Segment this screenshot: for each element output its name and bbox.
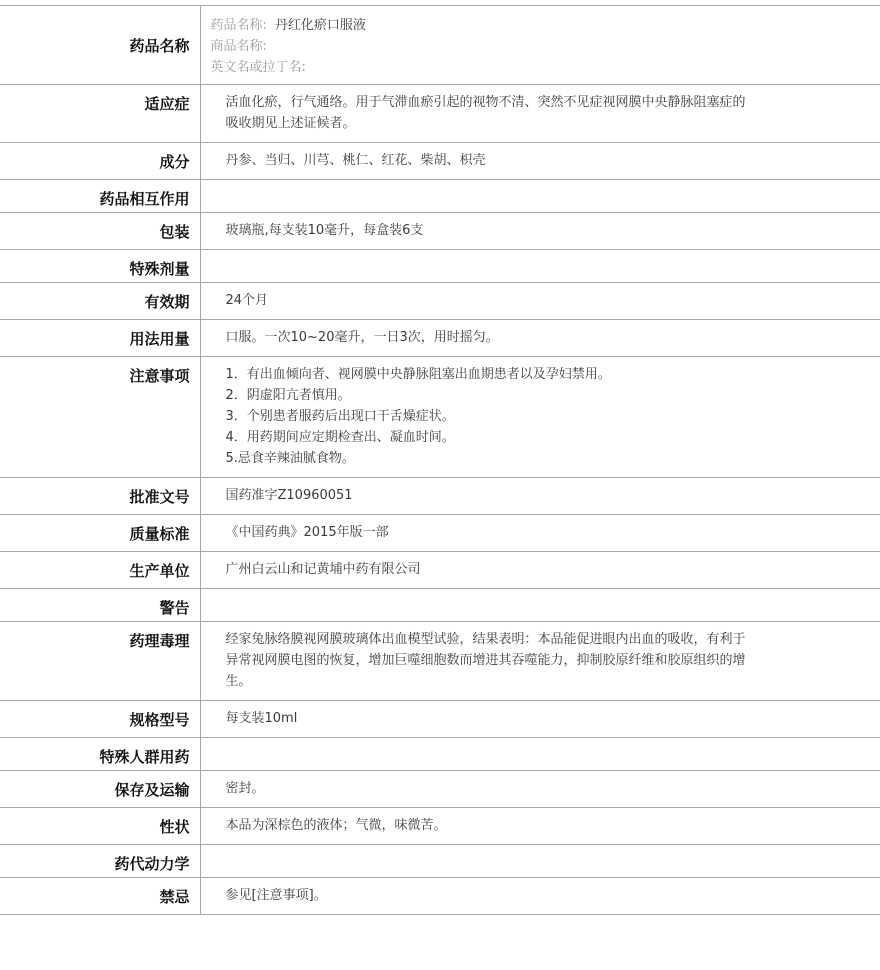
- row-manufacturer: [0, 552, 880, 589]
- drug-name-block: [200, 6, 880, 85]
- row-label: 包装: [0, 213, 200, 250]
- row-contraindications: [0, 878, 880, 915]
- text-line: 生。: [225, 674, 252, 689]
- row-value: [200, 701, 880, 738]
- trade-name-line: [211, 36, 871, 57]
- generic-name-value: 丹红化瘀口服液: [274, 18, 366, 33]
- generic-name-line: [211, 15, 871, 36]
- row-drug-name: [0, 6, 880, 85]
- drug-info-table: [0, 5, 880, 915]
- english-name-line: [211, 57, 871, 78]
- row-ingredients: [0, 143, 880, 180]
- row-label: 药理毒理: [0, 622, 200, 701]
- row-label: 批准文号: [0, 478, 200, 515]
- row-drug-interactions: [0, 180, 880, 213]
- row-value: [200, 878, 880, 915]
- row-value: [200, 845, 880, 878]
- text-line: 异常视网膜电图的恢复，增加巨噬细胞数而增进其吞噬能力，抑制胶原纤维和胶原组织的增: [225, 653, 746, 668]
- row-value: [200, 515, 880, 552]
- row-label: 特殊人群用药: [0, 738, 200, 771]
- row-label: 质量标准: [0, 515, 200, 552]
- text-line: 24个月: [225, 293, 269, 308]
- text-line: 丹参、当归、川芎、桃仁、红花、柴胡、枳壳: [225, 153, 486, 168]
- text-line: 每支装10ml: [225, 711, 298, 726]
- row-value: [200, 552, 880, 589]
- text-line: 吸收期见上述证候者。: [225, 116, 356, 131]
- text-line: 参见[注意事项]。: [225, 888, 327, 903]
- row-label: 生产单位: [0, 552, 200, 589]
- row-value: [200, 143, 880, 180]
- row-warning: [0, 589, 880, 622]
- row-value: [200, 213, 880, 250]
- row-indications: [0, 85, 880, 143]
- row-value: [200, 85, 880, 143]
- drug-info-sheet: [0, 5, 880, 915]
- row-label: 特殊剂量: [0, 250, 200, 283]
- row-pharmacology: [0, 622, 880, 701]
- row-value: [200, 180, 880, 213]
- text-line: 广州白云山和记黄埔中药有限公司: [225, 562, 421, 577]
- generic-name-key: 药品名称:: [210, 18, 267, 33]
- english-name-key: 英文名或拉丁名:: [210, 60, 306, 75]
- row-value: [200, 622, 880, 701]
- row-value: [200, 738, 880, 771]
- row-specification: [0, 701, 880, 738]
- text-line: 3．个别患者服药后出现口干舌燥症状。: [225, 409, 455, 424]
- row-packaging: [0, 213, 880, 250]
- trade-name-key: 商品名称:: [210, 39, 267, 54]
- row-label: 药代动力学: [0, 845, 200, 878]
- row-label: 药品名称: [0, 6, 200, 85]
- text-line: 国药准字Z10960051: [225, 488, 353, 503]
- text-line: 本品为深棕色的液体；气微，味微苦。: [225, 818, 447, 833]
- text-line: 4．用药期间应定期检查出、凝血时间。: [225, 430, 455, 445]
- row-precautions: [0, 357, 880, 478]
- text-line: 口服。一次10~20毫升，一日3次，用时摇匀。: [225, 330, 499, 345]
- row-label: 用法用量: [0, 320, 200, 357]
- row-value: [200, 283, 880, 320]
- row-label: 规格型号: [0, 701, 200, 738]
- row-value: [200, 478, 880, 515]
- text-line: 1．有出血倾向者、视网膜中央静脉阻塞出血期患者以及孕妇禁用。: [225, 367, 611, 382]
- row-value: [200, 808, 880, 845]
- row-label: 适应症: [0, 85, 200, 143]
- row-label: 药品相互作用: [0, 180, 200, 213]
- text-line: 玻璃瓶,每支装10毫升，每盒装6支: [225, 223, 424, 238]
- row-label: 成分: [0, 143, 200, 180]
- row-label: 警告: [0, 589, 200, 622]
- row-value: [200, 771, 880, 808]
- text-line: 活血化瘀，行气通络。用于气滞血瘀引起的视物不清、突然不见症视网膜中央静脉阻塞症的: [225, 95, 746, 110]
- row-value: [200, 589, 880, 622]
- row-shelf-life: [0, 283, 880, 320]
- text-line: 2．阴虚阳亢者慎用。: [225, 388, 351, 403]
- row-label: 保存及运输: [0, 771, 200, 808]
- row-storage: [0, 771, 880, 808]
- row-value: [200, 357, 880, 478]
- row-dosage: [0, 320, 880, 357]
- row-special-populations: [0, 738, 880, 771]
- text-line: 经家兔脉络膜视网膜玻璃体出血模型试验，结果表明：本品能促进眼内出血的吸收，有利于: [225, 632, 746, 647]
- text-line: 《中国药典》2015年版一部: [225, 525, 389, 540]
- row-label: 注意事项: [0, 357, 200, 478]
- row-special-dosage: [0, 250, 880, 283]
- text-line: 密封。: [225, 781, 265, 796]
- row-quality-standard: [0, 515, 880, 552]
- row-pharmacokinetics: [0, 845, 880, 878]
- row-approval-number: [0, 478, 880, 515]
- row-value: [200, 320, 880, 357]
- row-label: 有效期: [0, 283, 200, 320]
- row-value: [200, 250, 880, 283]
- row-description: [0, 808, 880, 845]
- row-label: 性状: [0, 808, 200, 845]
- row-label: 禁忌: [0, 878, 200, 915]
- text-line: 5.忌食辛辣油腻食物。: [225, 451, 355, 466]
